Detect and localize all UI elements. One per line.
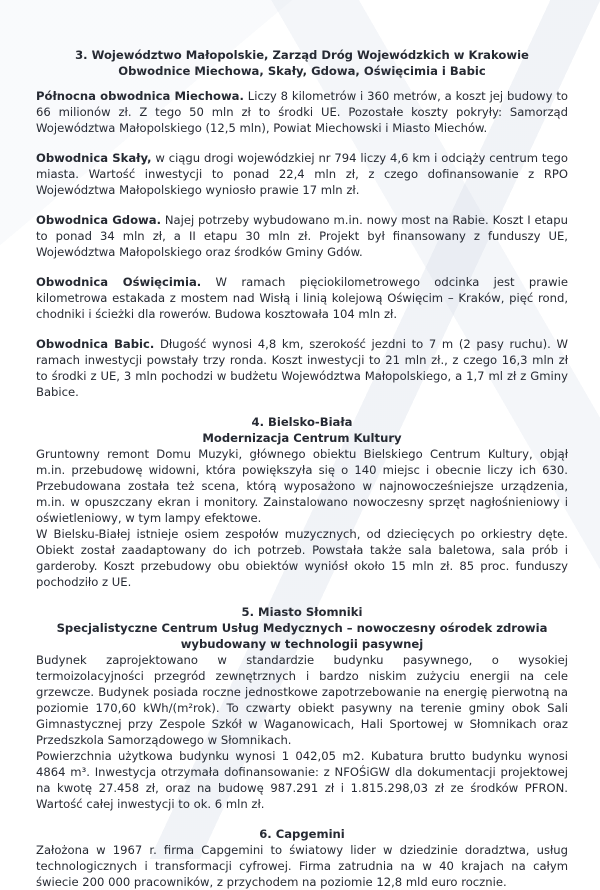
section-3-title: 3. Województwo Małopolskie, Zarząd Dróg Wojewódzkich w Krakowie xyxy=(75,48,529,62)
section-4-subtitle: Modernizacja Centrum Kultury xyxy=(202,431,402,445)
section-5-subtitle-2: wybudowany w technologii pasywnej xyxy=(180,637,424,651)
paragraph-miechow xyxy=(36,88,568,136)
paragraph-bielsko-2: W Bielsku-Białej istnieje osiem zespołów muzycznych, od dziecięcych po orkiestry dęte. Obiekt został zaadaptowany do ich potrzeb. Powstała także sala baletowa, sala prób i garderoby. Koszt przebudowy obu obiektów wyniósł około 15 mln zł. 85 proc. funduszy pochodziło z UE. xyxy=(36,527,568,589)
section-6-heading xyxy=(36,826,568,842)
paragraph-lead: Obwodnica Babic. xyxy=(36,337,155,351)
paragraph-lead: Obwodnica Gdowa. xyxy=(36,213,161,227)
section-5-subtitle: Specjalistyczne Centrum Usług Medycznych – nowoczesny ośrodek zdrowia xyxy=(56,621,548,635)
section-4-title: 4. Bielsko-Biała xyxy=(251,415,353,429)
section-3-heading xyxy=(36,47,568,79)
paragraph-slomniki-2: Powierzchnia użytkowa budynku wynosi 1 042,05 m2. Kubatura brutto budynku wynosi 4864 m³. Inwestycja otrzymała dofinansowanie: z NFOŚiGW dla dokumentacji projektowej na kwotę 27.458 zł, oraz na budowę 987.291 zł i 1.815.298,03 zł ze środków PFRON. Wartość całej inwestycji to ok. 6 mln zł. xyxy=(36,749,568,811)
paragraph-bielsko-1: Gruntowny remont Domu Muzyki, głównego obiektu Bielskiego Centrum Kultury, objął m.in. przebudowę widowni, która powiększyła się o 140 miejsc i obecnie liczy ich 630. Przebudowana została też scena, którą wyposażono w najnowocześniejsze urządzenia, m.in. w opuszczany ekran i monitory. Zainstalowano nowoczesny sprzęt nagłośnieniowy i oświetleniowy, w tym lampy efektowe. xyxy=(36,447,568,525)
paragraph-lead: Obwodnica Oświęcimia. xyxy=(36,275,202,289)
paragraph-lead: Północna obwodnica Miechowa. xyxy=(36,89,244,103)
paragraph-text: Długość wynosi 4,8 km, szerokość jezdni to 7 m (2 pasy ruchu). W ramach inwestycji powstały trzy ronda. Koszt inwestycji to 21 mln zł., z czego 16,3 mln zł to środki z UE, 3 mln pochodzi w budżetu Województwa Małopolskiego, a 1,7 ml zł z Gminy Babice. xyxy=(36,337,568,399)
section-4-heading xyxy=(36,414,568,446)
paragraph-gdow xyxy=(36,212,568,260)
section-6-title: 6. Capgemini xyxy=(259,827,345,841)
paragraph-babice xyxy=(36,336,568,400)
section-5-heading xyxy=(36,604,568,652)
paragraph-text: W ramach pięciokilometrowego odcinka jest prawie kilometrowa estakada z mostem nad Wisłą i linią kolejową Oświęcim – Kraków, pięć rond, chodniki i ścieżki dla rowerów. Budowa kosztowała 104 mln zł. xyxy=(36,275,568,321)
section-5-title: 5. Miasto Słomniki xyxy=(241,605,363,619)
paragraph-lead: Obwodnica Skały, xyxy=(36,151,152,165)
paragraph-text: Najej potrzeby wybudowano m.in. nowy most na Rabie. Koszt I etapu to ponad 34 mln zł, a II etapu 30 mln zł. Projekt był finansowany z funduszy UE, Województwa Małopolskiego oraz środków Gminy Gdów. xyxy=(36,213,568,259)
paragraph-text: w ciągu drogi wojewódzkiej nr 794 liczy 4,6 km i odciąży centrum tego miasta. Wartość inwestycji to ponad 22,4 mln zł, z czego dofinansowanie z RPO Województwa Małopolskiego wyniosło prawie 17 mln zł. xyxy=(36,151,569,197)
paragraph-skala xyxy=(36,150,568,198)
paragraph-text: Liczy 8 kilometrów i 360 metrów, a koszt jej budowy to 66 milionów zł. Z tego 50 mln zł to środki UE. Pozostałe koszty pokryły: Samorząd Województwa Małopolskiego (12,5 mln), Powiat Miechowski i Miasto Miechów. xyxy=(36,89,568,135)
document-content xyxy=(36,47,568,890)
paragraph-capgemini: Założona w 1967 r. firma Capgemini to światowy lider w dziedzinie doradztwa, usług technologicznych i transformacji cyfrowej. Firma zatrudnia na w 40 krajach na całym świecie 200 000 pracowników, z przychodem na poziomie 12,8 mld euro rocznie. xyxy=(36,843,568,889)
section-3-subtitle: Obwodnice Miechowa, Skały, Gdowa, Oświęcimia i Babic xyxy=(118,64,486,78)
paragraph-slomniki-1: Budynek zaprojektowano w standardzie budynku pasywnego, o wysokiej termoizolacyjności przegród zewnętrznych i bardzo niskim zużyciu energii na cele grzewcze. Budynek posiada roczne jednostkowe zapotrzebowanie na energię pierwotną na poziomie 170,60 kWh/(m²rok). To czwarty obiekt pasywny na terenie gminy obok Sali Gimnastycznej przy Zespole Szkół w Waganowicach, Hali Sportowej w Słomnikach oraz Przedszkola Samorządowego w Słomnikach. xyxy=(36,653,568,747)
paragraph-oswiecim xyxy=(36,274,568,322)
